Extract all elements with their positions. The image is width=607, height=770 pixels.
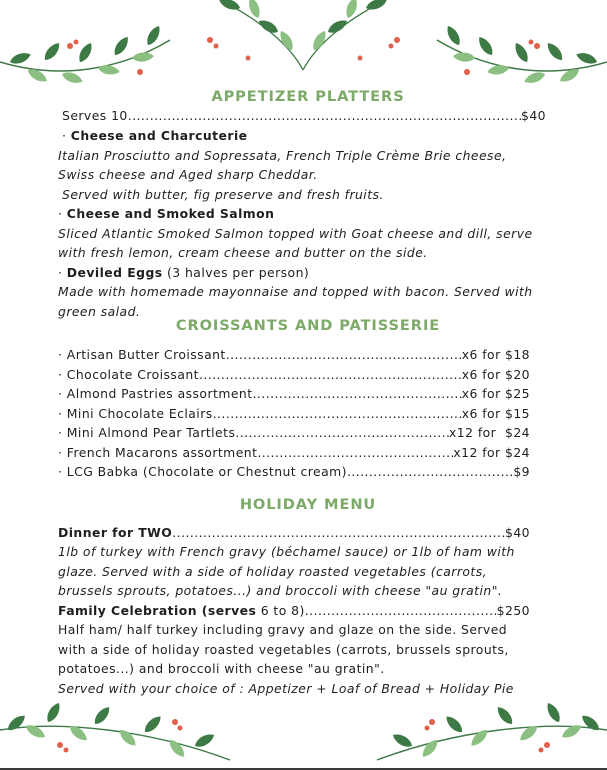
family-row	[58, 603, 530, 618]
appetizer-serves-row	[62, 108, 546, 123]
item-name: Cheese and Smoked Salmon	[66, 206, 275, 221]
item-description: Made with homemade mayonnaise and topped with bacon. Served with	[58, 284, 533, 299]
holiday-heading: HOLIDAY MENU	[239, 496, 377, 513]
item-name: French Macarons assortment	[66, 445, 258, 460]
footer-note: Served with your choice of : Appetizer + Loaf of Bread + Holiday Pie	[58, 681, 514, 696]
item-name: Family Celebration (serves	[58, 603, 257, 618]
item-description: Italian Prosciutto and Sopressata, French Triple Crème Brie cheese,	[58, 148, 507, 163]
item-description: brussels sprouts, potatoes...) and broccoli with cheese "au gratin".	[58, 583, 503, 598]
leader-dots	[253, 386, 462, 401]
item-description: with a side of holiday roasted vegetables (carrots, brussels sprouts,	[58, 642, 509, 657]
leader-dots	[305, 603, 497, 618]
item-price: x6 for $15	[461, 406, 530, 421]
dinner-row	[58, 525, 530, 540]
leaf-branch-icon	[0, 24, 170, 86]
item-qualifier: 6 to 8)	[260, 603, 305, 618]
leaf-branch-icon	[377, 701, 607, 760]
item-name: Deviled Eggs	[66, 265, 163, 280]
leader-dots	[257, 445, 453, 460]
item-price: $250	[496, 603, 530, 618]
leader-dots	[213, 406, 462, 421]
patisserie-heading: CROISSANTS AND PATISSERIE	[175, 317, 441, 334]
item-price: x6 for $18	[461, 347, 530, 362]
berry-cluster-icon	[67, 37, 540, 75]
list-item: · Cheese and Smoked Salmon	[58, 206, 275, 221]
item-name: Artisan Butter Croissant	[66, 347, 226, 362]
leaf-branch-icon	[218, 0, 388, 70]
list-item: · Cheese and Charcuterie	[62, 128, 248, 143]
leader-dots	[235, 425, 449, 440]
item-note: Served with butter, fig preserve and fresh fruits.	[62, 187, 384, 202]
appetizer-heading: APPETIZER PLATTERS	[211, 88, 405, 105]
item-description: potatoes...) and broccoli with cheese "au gratin".	[58, 661, 385, 676]
item-name: Chocolate Croissant	[66, 367, 199, 382]
item-name: Mini Chocolate Eclairs	[66, 406, 213, 421]
list-item: · Mini Almond Pear Tartlets ..... x12 for $24	[58, 425, 530, 440]
leaf-branch-icon	[437, 24, 607, 86]
list-item: · Chocolate Croissant ..... x6 for $20	[58, 367, 530, 382]
item-price: x6 for $25	[461, 386, 530, 401]
berry-cluster-icon	[57, 719, 550, 753]
item-description: Swiss cheese and Aged sharp Cheddar.	[58, 167, 318, 182]
appetizer-price: $40	[521, 108, 546, 123]
item-description: with fresh lemon, cream cheese and butter on the side.	[58, 245, 428, 260]
item-price: x12 for $24	[448, 425, 530, 440]
leader-dots	[199, 367, 462, 382]
item-name: Dinner for TWO	[58, 525, 173, 540]
item-price: $9	[513, 464, 530, 479]
list-item: · Artisan Butter Croissant ..... x6 for $18	[58, 347, 530, 362]
item-name: Almond Pastries assortment	[66, 386, 253, 401]
item-name: Mini Almond Pear Tartlets	[66, 425, 236, 440]
item-qualifier: (3 halves per person)	[167, 265, 310, 280]
serves-label: Serves 10	[62, 108, 128, 123]
item-price: $40	[505, 525, 530, 540]
item-description: 1lb of turkey with French gravy (béchamel sauce) or 1lb of ham with	[58, 544, 515, 559]
leader-dots	[128, 108, 521, 123]
list-item: · Deviled Eggs (3 halves per person)	[58, 265, 310, 280]
leader-dots	[172, 525, 505, 540]
list-item: · Almond Pastries assortment ..... x6 for $25	[58, 386, 530, 401]
item-description: glaze. Served with a side of holiday roasted vegetables (carrots,	[58, 564, 487, 579]
list-item: · French Macarons assortment ..... x12 for $24	[58, 445, 530, 460]
item-name: Cheese and Charcuterie	[70, 128, 248, 143]
item-description: Half ham/ half turkey including gravy and glaze on the side. Served	[58, 622, 508, 637]
list-item: · LCG Babka (Chocolate or Chestnut cream) ..... $9	[58, 464, 530, 479]
item-price: x6 for $20	[461, 367, 530, 382]
leader-dots	[347, 464, 513, 479]
item-price: x12 for $24	[453, 445, 530, 460]
item-name: LCG Babka (Chocolate or Chestnut cream)	[66, 464, 347, 479]
item-description: green salad.	[58, 304, 141, 319]
leader-dots	[226, 347, 462, 362]
item-description: Sliced Atlantic Smoked Salmon topped with Goat cheese and dill, serve	[58, 226, 533, 241]
list-item: · Mini Chocolate Eclairs ..... x6 for $15	[58, 406, 530, 421]
bottom-garland-decoration	[0, 700, 607, 770]
leaf-branch-icon	[0, 701, 230, 760]
